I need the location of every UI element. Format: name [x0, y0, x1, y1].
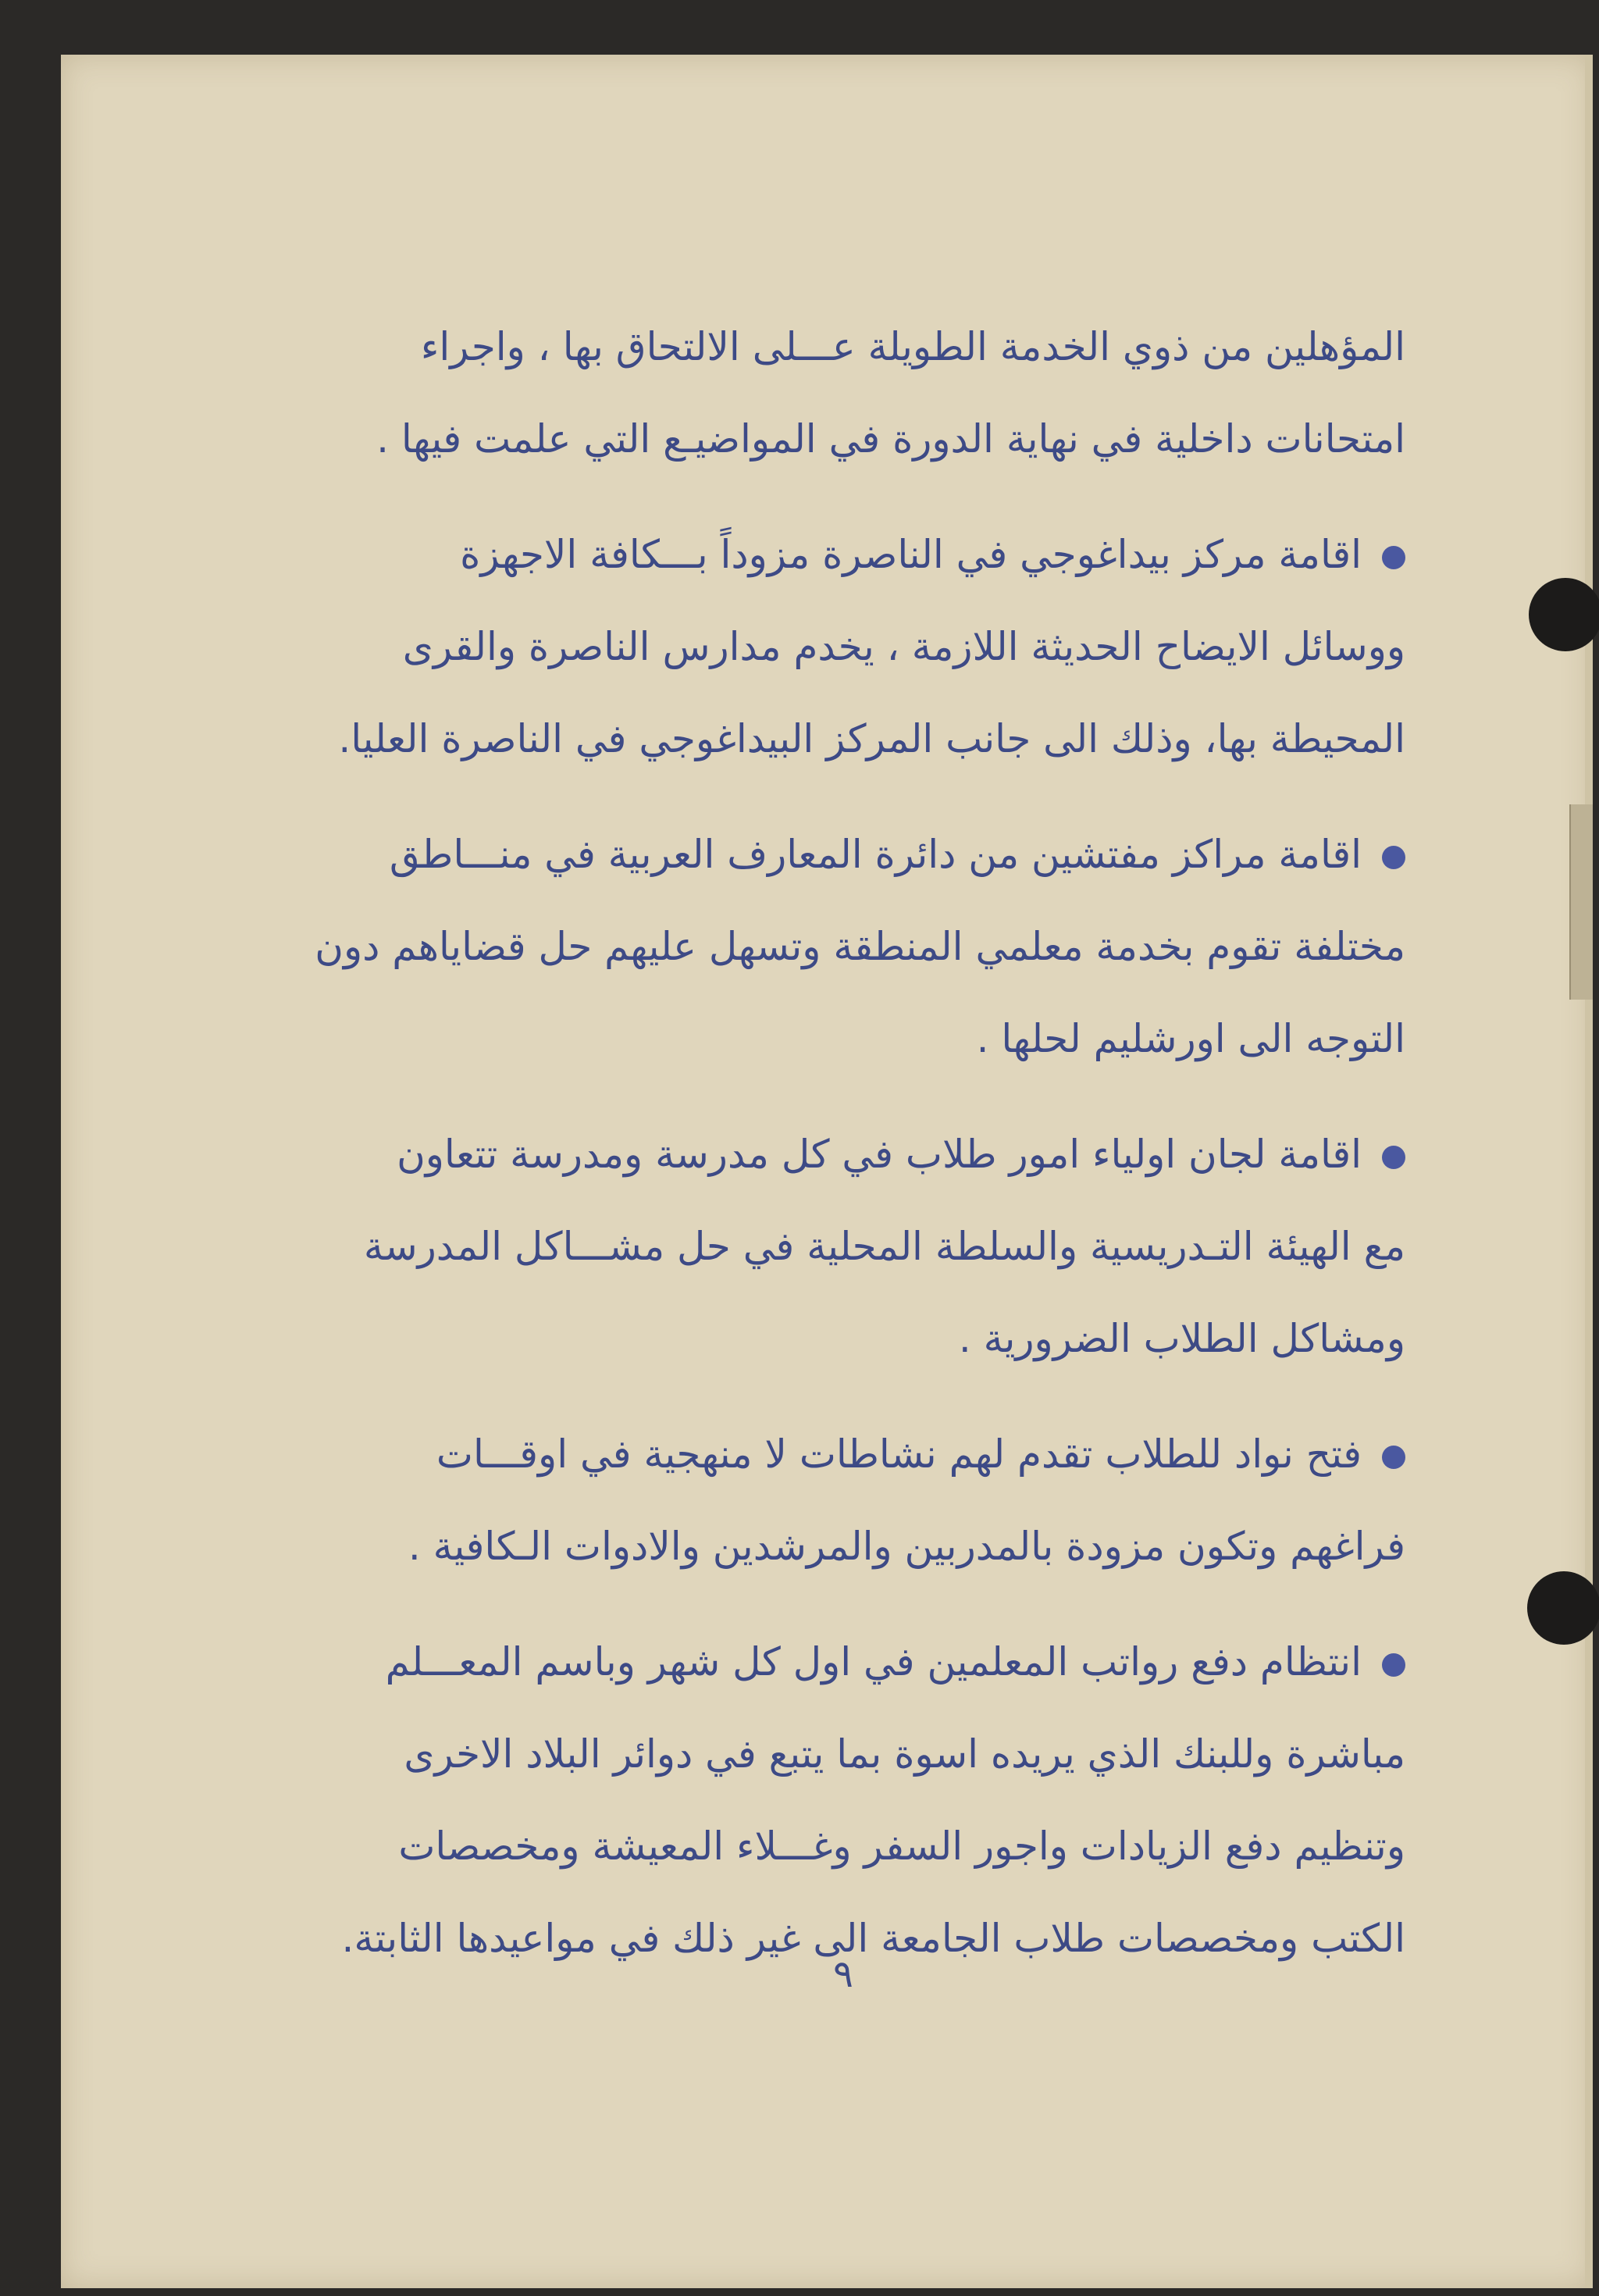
text-line: [265, 808, 1405, 900]
intro-paragraph: [265, 301, 1405, 485]
bullet-dot-icon: [1382, 1653, 1405, 1677]
text-line: مع الهيئة التـدريسية والسلطة المحلية في حل مشـــاكل المدرسة: [363, 1224, 1405, 1269]
text-line: المؤهلين من ذوي الخدمة الطويلة عـــلى الالتحاق بها ، واجراء: [420, 324, 1405, 369]
bullet-line-text: اقامة مراكز مفتشين من دائرة المعارف العربية في منـــاطق: [389, 832, 1362, 877]
bullet-dot-icon: [1382, 1146, 1405, 1169]
text-line: ومشاكل الطلاب الضرورية .: [958, 1316, 1405, 1361]
bullet-paragraph: [265, 808, 1405, 1085]
text-line: ووسائل الايضاح الحديثة اللازمة ، يخدم مدارس الناصرة والقرى: [402, 624, 1405, 669]
text-line: مباشرة وللبنك الذي يريده اسوة بما يتبع في دوائر البلاد الاخرى: [404, 1731, 1405, 1777]
text-line: امتحانات داخلية في نهاية الدورة في المواضيـع التي علمت فيها .: [376, 416, 1405, 462]
text-line: فراغهم وتكون مزودة بالمدربين والمرشدين والادوات الـكافية .: [408, 1524, 1405, 1569]
document-body: [265, 301, 1405, 2008]
text-line: [265, 508, 1405, 601]
bullet-dot-icon: [1382, 546, 1405, 569]
bullet-line-text: انتظام دفع رواتب المعلمين في اول كل شهر وباسم المعـــلم: [385, 1639, 1362, 1685]
punch-hole-bottom: [1527, 1571, 1599, 1645]
text-line: وتنظيم دفع الزيادات واجور السفر وغـــلاء المعيشة ومخصصات: [398, 1824, 1405, 1869]
text-line: مختلفة تقوم بخدمة معلمي المنطقة وتسهل عليهم حل قضاياهم دون: [315, 924, 1405, 969]
text-line: الكتب ومخصصات طلاب الجامعة الى غير ذلك في مواعيدها الثابتة.: [341, 1916, 1405, 1961]
bullet-dot-icon: [1382, 1446, 1405, 1469]
page-edge: [1585, 55, 1593, 2288]
page-tear: [1569, 804, 1593, 1000]
bullet-dot-icon: [1382, 846, 1405, 869]
bullet-paragraph: [265, 508, 1405, 785]
bullet-line-text: اقامة مركز بيداغوجي في الناصرة مزوداً بـــكافة الاجهزة: [460, 532, 1362, 577]
bullet-paragraph: [265, 1408, 1405, 1592]
bullet-paragraph: [265, 1616, 1405, 1984]
text-line: التوجه الى اورشليم لحلها .: [976, 1016, 1405, 1061]
page-number: ٩: [833, 1952, 853, 1996]
text-line: [265, 1108, 1405, 1200]
punch-hole-top: [1529, 578, 1599, 651]
bullet-line-text: اقامة لجان اولياء امور طلاب في كل مدرسة ومدرسة تتعاون: [397, 1132, 1362, 1177]
bullet-paragraph: [265, 1108, 1405, 1385]
text-line: المحيطة بها، وذلك الى جانب المركز البيداغوجي في الناصرة العليا.: [338, 716, 1405, 761]
bullet-line-text: فتح نواد للطلاب تقدم لهم نشاطات لا منهجية في اوقـــات: [436, 1431, 1362, 1477]
text-line: [265, 1408, 1405, 1500]
text-line: [265, 1616, 1405, 1708]
